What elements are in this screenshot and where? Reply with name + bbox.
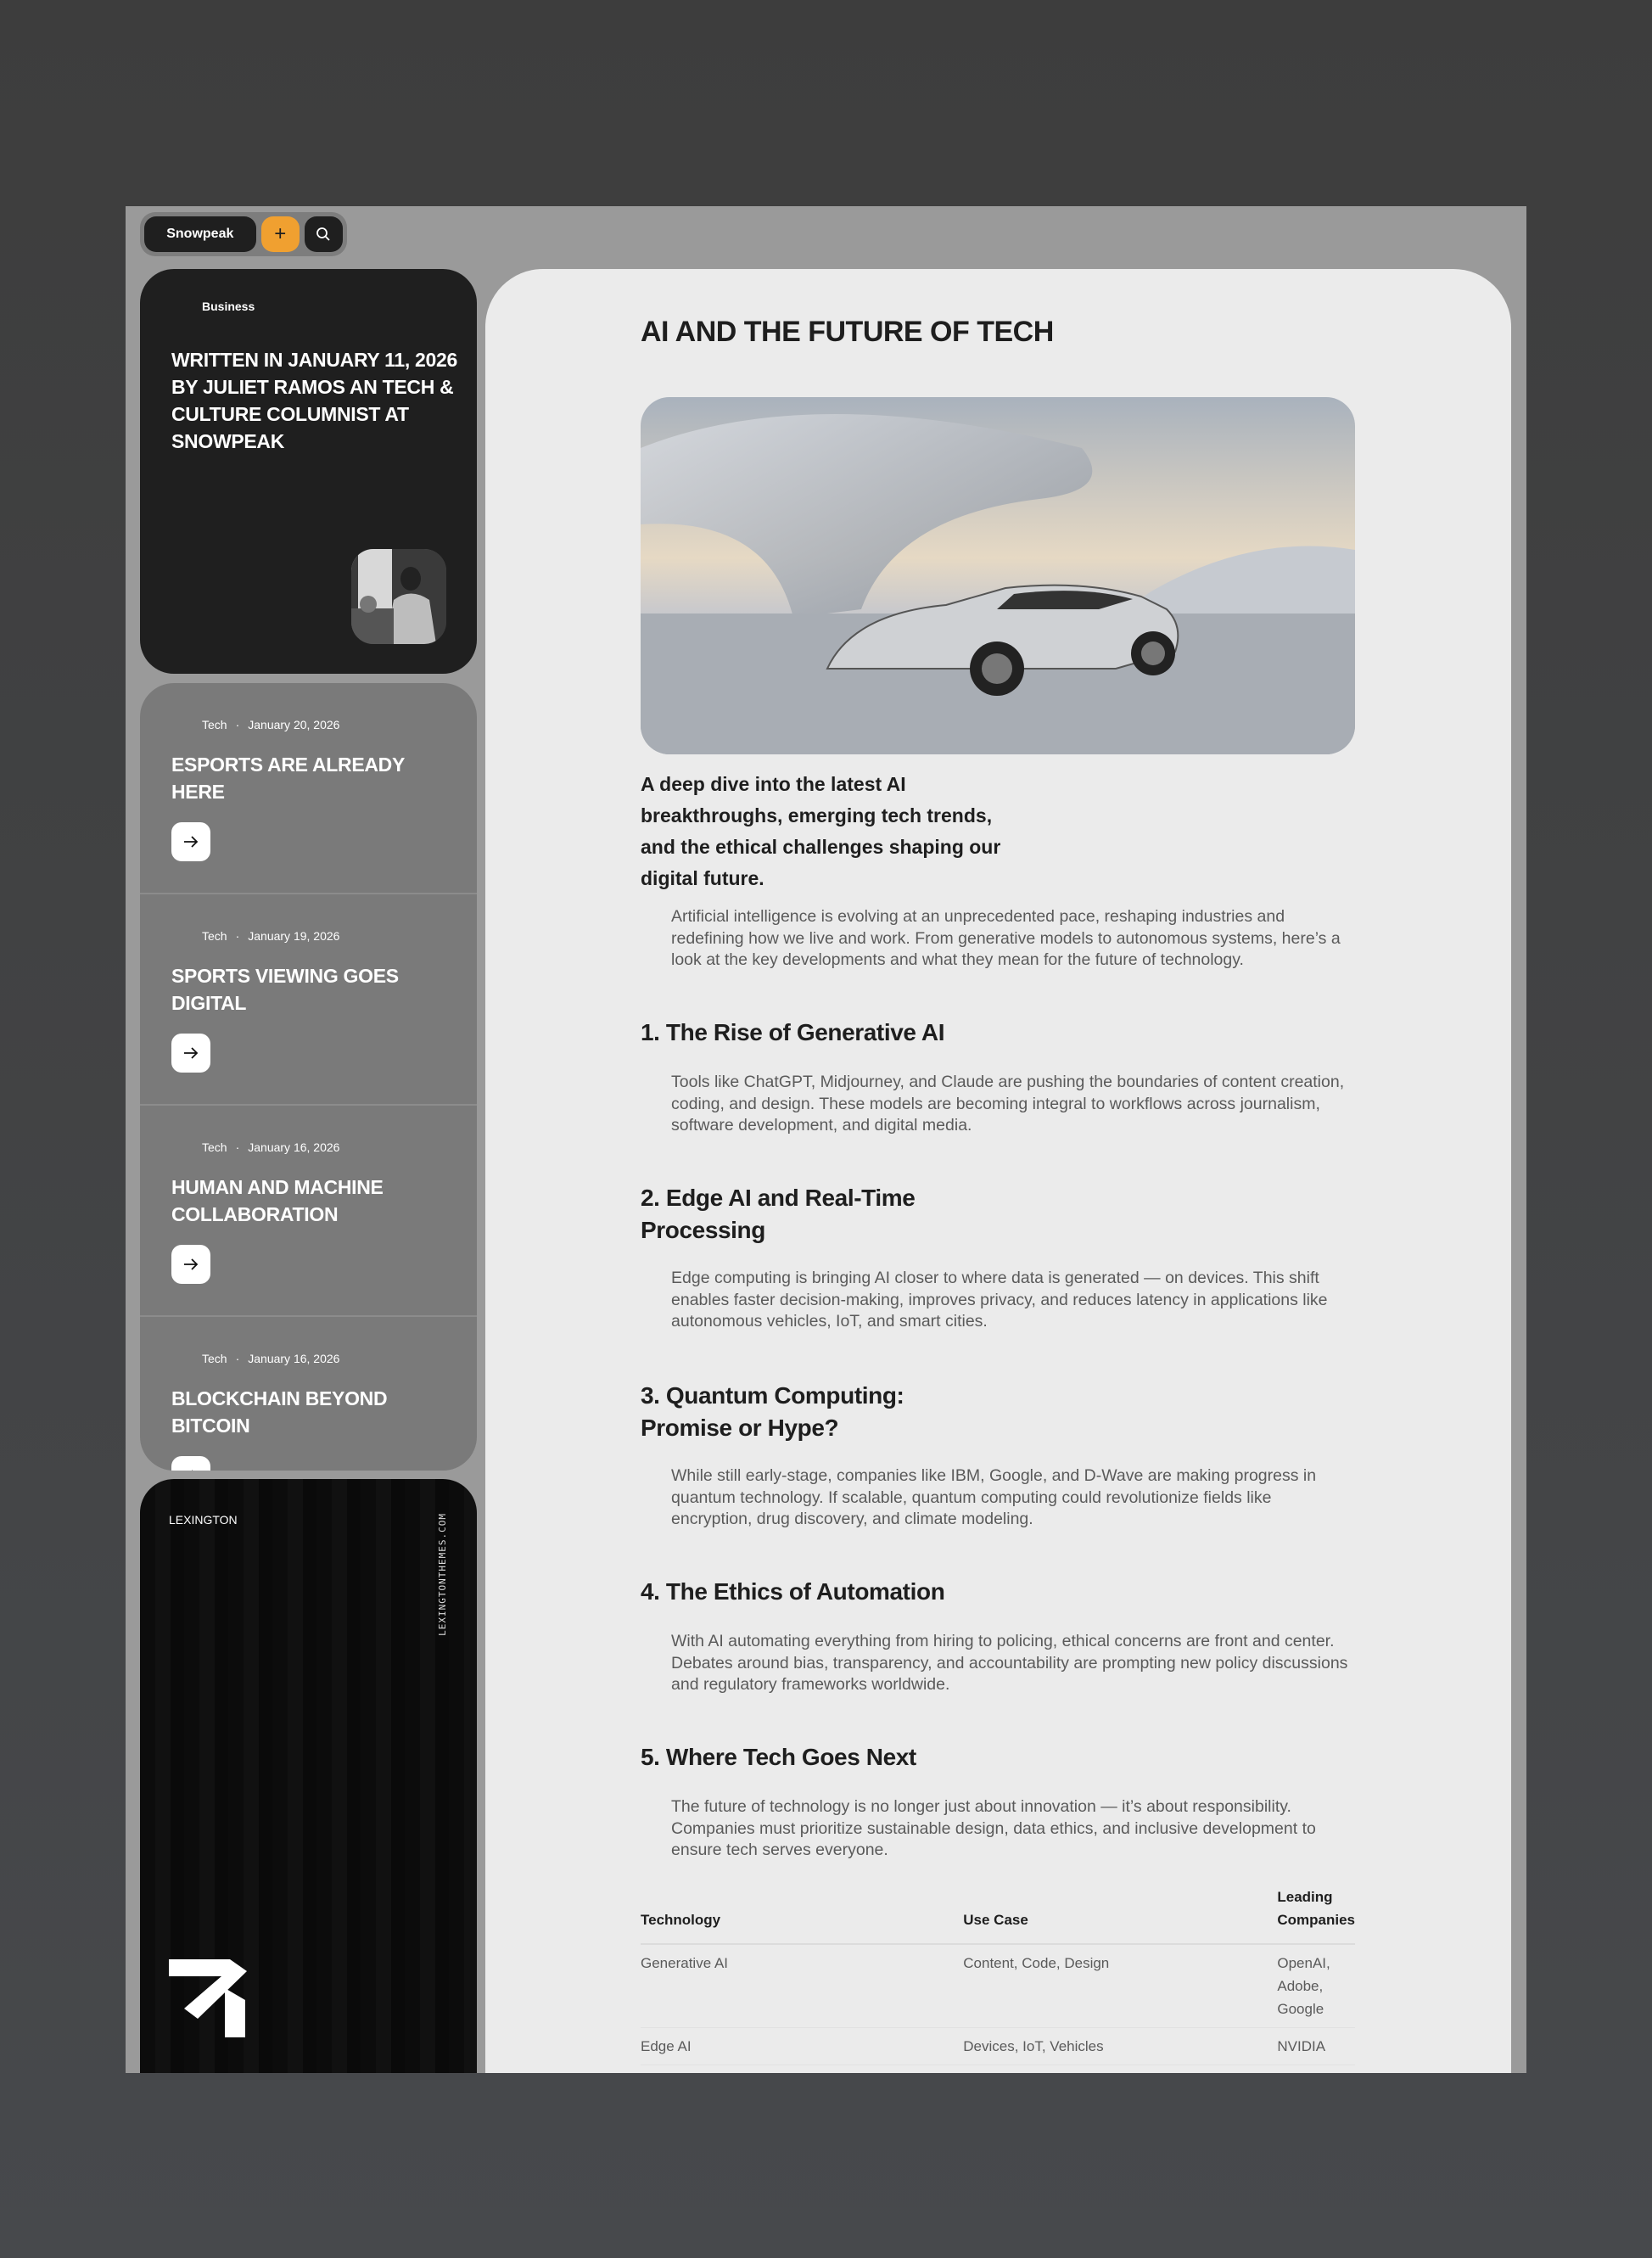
separator: · [235,929,240,943]
article-panel [485,269,1511,2073]
arrow-right-icon [183,1047,199,1059]
post-category: Tech [202,929,227,943]
section-heading: 4. The Ethics of Automation [641,1578,945,1605]
arrow-right-icon [183,836,199,848]
column-header: Leading Companies [1277,1885,1355,1944]
post-title: BLOCKCHAIN BEYOND BITCOIN [171,1387,388,1437]
post-date: January 19, 2026 [248,929,340,943]
section-heading: 2. Edge AI and Real-Time Processing [641,1185,916,1243]
post-item[interactable] [140,1106,477,1317]
featured-title: WRITTEN IN JANUARY 11, 2026 BY JULIET RAMOS AN TECH & CULTURE COLUMNIST AT SNOWPEAK [171,349,458,452]
article-title: AI AND THE FUTURE OF TECH [641,316,1054,348]
post-list [140,683,477,1471]
separator: · [235,718,240,731]
table-cell: Generative AI [641,1944,963,2028]
post-title: HUMAN AND MACHINE COLLABORATION [171,1176,384,1225]
section-heading: 3. Quantum Computing: Promise or Hype? [641,1382,904,1441]
read-more-button[interactable] [171,1245,210,1284]
brand-button[interactable]: Snowpeak [144,216,256,252]
post-date: January 16, 2026 [248,1352,340,1365]
section-body: While still early-stage, companies like IBM, Google, and D-Wave are making progress in quantum technology. If scalable, quantum computing could revolutionize fields like encryption, drug discovery, and climate modeling. [671,1466,1317,1528]
read-more-button[interactable] [171,1034,210,1073]
arrow-right-icon [183,1470,199,1471]
tech-table [641,1885,1355,2065]
intro-paragraph: Artificial intelligence is evolving at an unprecedented pace, reshaping industries and redefining how we live and work. From generative models to autonomous systems, here’s a look at the key developments and what they mean for the future of technology. [671,907,1341,969]
section-heading: 5. Where Tech Goes Next [641,1744,916,1770]
section-body: Tools like ChatGPT, Midjourney, and Claude are pushing the boundaries of content creation, coding, and design. These models are becoming integral to workflows across journalism, software development, and digital media. [671,1073,1345,1135]
search-icon [316,227,331,242]
separator: · [235,1140,240,1154]
top-nav [140,212,347,256]
post-date: January 16, 2026 [248,1140,340,1154]
post-category: Tech [202,1352,227,1365]
author-photo [351,549,446,644]
table-cell: Content, Code, Design [963,1944,1277,2028]
post-title: SPORTS VIEWING GOES DIGITAL [171,965,399,1014]
featured-author-card[interactable] [140,269,477,674]
table-row [641,1944,1355,2028]
table-cell: Devices, IoT, Vehicles [963,2028,1277,2065]
column-header: Technology [641,1885,963,1944]
promo-name: LEXINGTON [169,1513,238,1527]
arrow-right-icon [183,1258,199,1270]
promo-url: LEXINGTONTHEMES.COM [437,1513,448,1636]
post-title: ESPORTS ARE ALREADY HERE [171,754,405,803]
column-header: Use Case [963,1885,1277,1944]
section-body: The future of technology is no longer just about innovation — it’s about responsibility. Companies must prioritize sustainable design, data ethics, and inclusive development to ensure tech serves everyone. [671,1797,1316,1859]
table-row [641,2028,1355,2065]
post-item[interactable] [140,1317,477,1471]
search-button[interactable] [305,216,343,252]
table-cell: OpenAI, Adobe, Google [1277,1944,1355,2028]
article-subtitle: A deep dive into the latest AI breakthroughs, emerging tech trends, and the ethical challenges shaping our digital future. [641,773,1001,889]
separator: · [235,1352,240,1365]
lexington-logo-icon [169,1959,247,2037]
section-body: With AI automating everything from hiring to policing, ethical concerns are front and center. Debates around bias, transparency, and accountability are prompting new policy discussions and regulatory frameworks worldwide. [671,1632,1348,1694]
section-body: Edge computing is bringing AI closer to where data is generated — on devices. This shift enables faster decision-making, improves privacy, and reduces latency in applications like autonomous vehicles, IoT, and smart cities. [671,1269,1328,1331]
read-more-button[interactable] [171,1456,210,1471]
post-category: Tech [202,1140,227,1154]
post-item[interactable] [140,683,477,894]
category-label: Business [202,300,255,313]
hero-image [641,397,1355,754]
lexington-promo-card[interactable] [140,1479,477,2073]
post-category: Tech [202,718,227,731]
post-date: January 20, 2026 [248,718,340,731]
table-cell: NVIDIA [1277,2028,1355,2065]
post-item[interactable] [140,894,477,1106]
table-cell: Edge AI [641,2028,963,2065]
browser-window [126,206,1526,2073]
read-more-button[interactable] [171,822,210,861]
plus-icon: + [274,222,287,245]
add-button[interactable] [261,216,300,252]
section-heading: 1. The Rise of Generative AI [641,1019,945,1045]
